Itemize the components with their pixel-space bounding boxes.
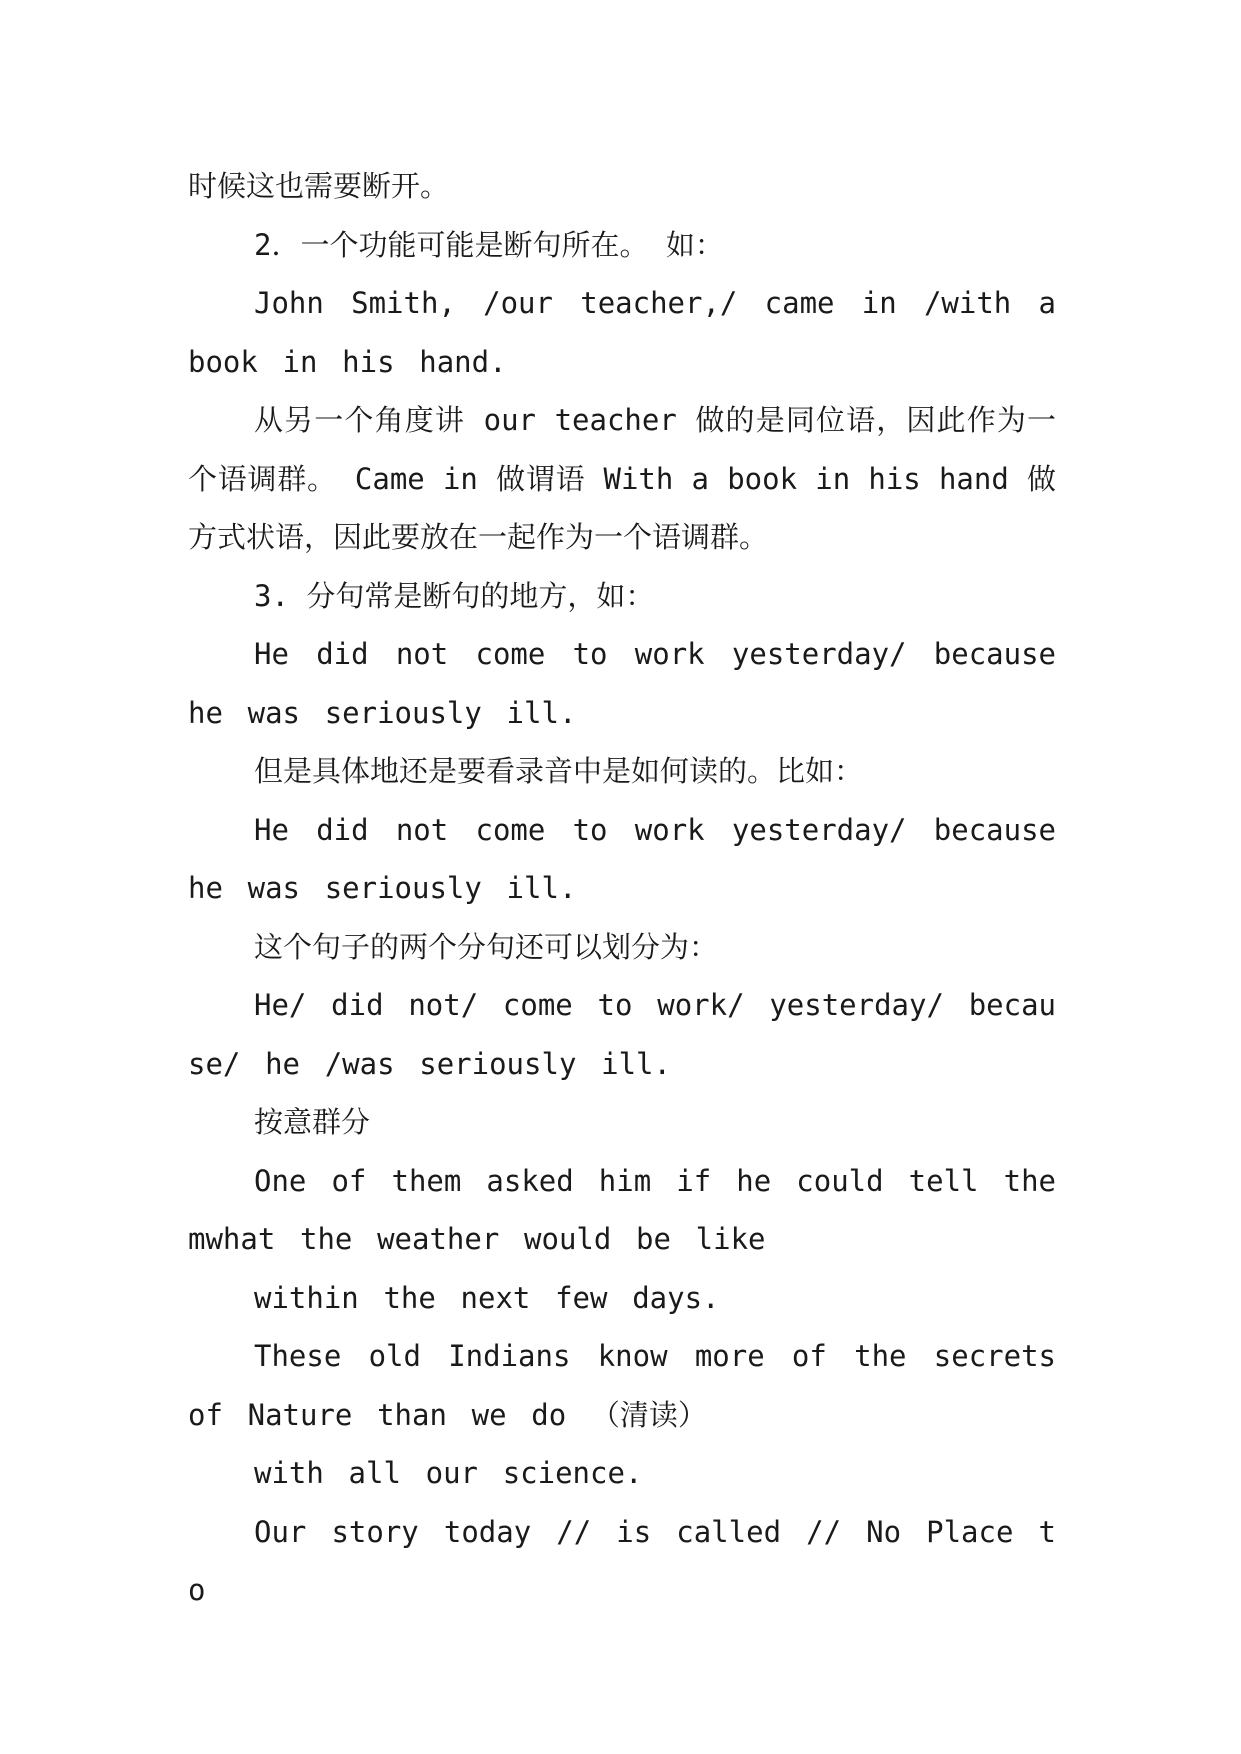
paragraph-example-science: with all our science. (254, 1456, 643, 1490)
paragraph-example-divided: He/ did not/ come to work/ yesterday/ because/ he /was seriously ill. (188, 988, 1056, 1081)
paragraph-point-3: 3. 分句常是断句的地方，如： (254, 578, 655, 613)
paragraph-point-2: 2．一个功能可能是断句所在。 如： (254, 227, 724, 262)
paragraph-example-indians: These old Indians know more of the secrets of Nature than we do （清读） (188, 1339, 1056, 1432)
paragraph-example-clause-2: He did not come to work yesterday/ because he was seriously ill. (188, 812, 1056, 905)
paragraph-division-note: 这个句子的两个分句还可以划分为： (254, 929, 719, 964)
paragraph-example-next-days: within the next few days. (254, 1280, 720, 1315)
paragraph-sense-group-heading: 按意群分 (254, 1105, 371, 1139)
paragraph-appositive-explanation: 从另一个角度讲 our teacher 做的是同位语，因此作为一个语调群。 Came in 做谓语 With a book in his hand 做方式状语，因此要放在一起作为一个语调群。 (188, 403, 1056, 554)
paragraph-continuation: 时候这也需要断开。 (188, 169, 450, 203)
paragraph-example-story: Our story today // is called // No Place to (188, 1514, 1056, 1607)
document-body (188, 157, 1056, 1620)
paragraph-example-john-smith: John Smith, /our teacher,/ came in /with a book in his hand. (188, 286, 1056, 379)
paragraph-example-clause-1: He did not come to work yesterday/ because he was seriously ill. (188, 637, 1056, 730)
paragraph-recording-note: 但是具体地还是要看录音中是如何读的。比如： (254, 754, 864, 788)
paragraph-example-weather: One of them asked him if he could tell themwhat the weather would be like (188, 1163, 1056, 1256)
